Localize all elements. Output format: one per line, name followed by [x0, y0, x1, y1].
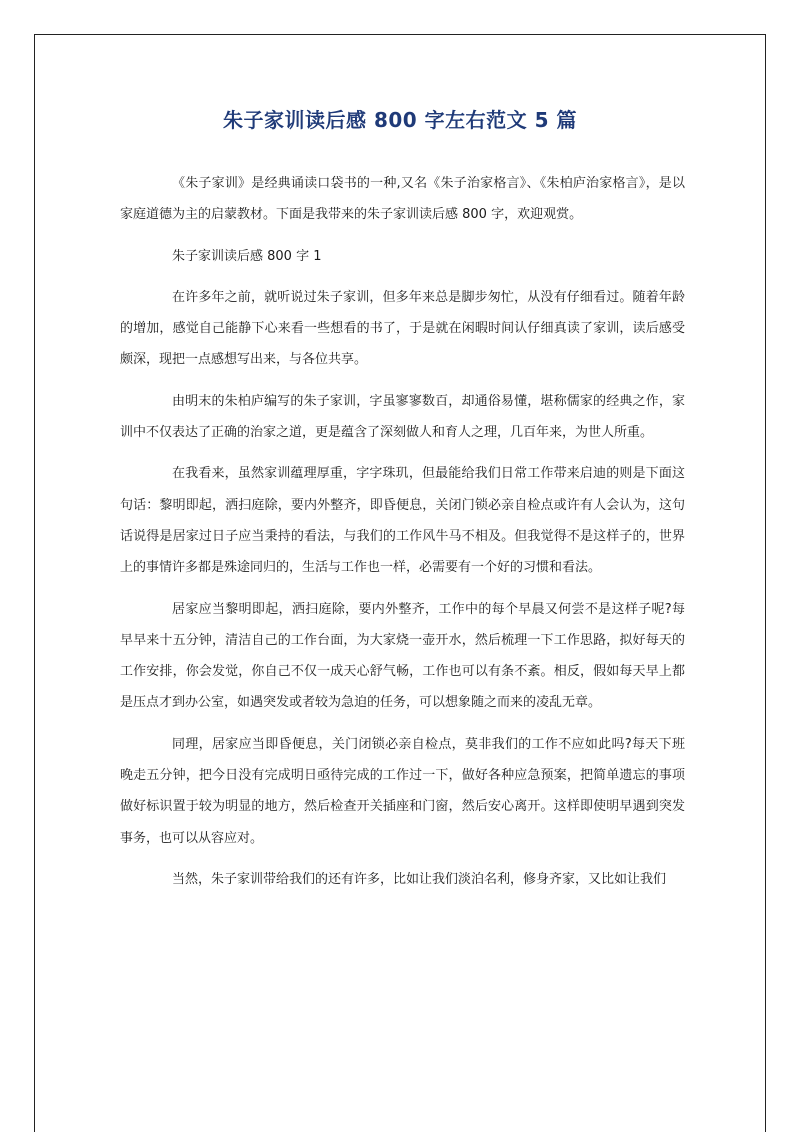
paragraph: 居家应当黎明即起，洒扫庭除，要内外整齐，工作中的每个早晨又何尝不是这样子呢?每早早来十五分钟，清洁自己的工作台面，为大家烧一壶开水，然后梳理一下工作思路，拟好每天的工作安排，你会发觉，你自己不仅一成天心舒气畅，工作也可以有条不紊。相反，假如每天早上都是压点才到办公室，如遇突发或者较为急迫的任务，可以想象随之而来的凌乱无章。	[120, 601, 685, 711]
paragraph: 同理，居家应当即昏便息，关门闭锁必亲自检点，莫非我们的工作不应如此吗?每天下班晚走五分钟，把今日没有完成明日亟待完成的工作过一下，做好各种应急预案，把简单遗忘的事项做好标识置于较为明显的地方，然后检查开关插座和门窗，然后安心离开。这样即使明早遇到突发事务，也可以从容应对。	[120, 736, 685, 846]
paragraph: 《朱子家训》是经典诵读口袋书的一种,又名《朱子治家格言》、《朱柏庐治家格言》，是以家庭道德为主的启蒙教材。下面是我带来的朱子家训读后感 800 字，欢迎观赏。	[120, 176, 685, 223]
document-body	[120, 168, 685, 905]
document-title: 朱子家训读后感 800 字左右范文 5 篇	[222, 108, 577, 132]
paragraph: 当然，朱子家训带给我们的还有许多，比如让我们淡泊名利，修身齐家，又比如让我们	[172, 871, 667, 887]
paragraph: 在许多年之前，就听说过朱子家训，但多年来总是脚步匆忙，从没有仔细看过。随着年龄的增加，感觉自己能静下心来看一些想看的书了，于是就在闲暇时间认仔细真读了家训，读后感受颇深，现把一点感想写出来，与各位共享。	[120, 289, 685, 368]
section-heading: 朱子家训读后感 800 字 1	[172, 248, 322, 264]
paragraph: 在我看来，虽然家训蕴理厚重，字字珠玑，但最能给我们日常工作带来启迪的则是下面这句话：黎明即起，洒扫庭除，要内外整齐，即昏便息，关闭门锁必亲自检点或许有人会认为，这句话说得是居家过日子应当秉持的看法，与我们的工作风牛马不相及。但我觉得不是这样子的，世界上的事情许多都是殊途同归的，生活与工作也一样，必需要有一个好的习惯和看法。	[120, 466, 685, 576]
paragraph: 由明末的朱柏庐编写的朱子家训，字虽寥寥数百，却通俗易懂，堪称儒家的经典之作，家训中不仅表达了正确的治家之道，更是蕴含了深刻做人和育人之理，几百年来，为世人所重。	[120, 393, 685, 441]
